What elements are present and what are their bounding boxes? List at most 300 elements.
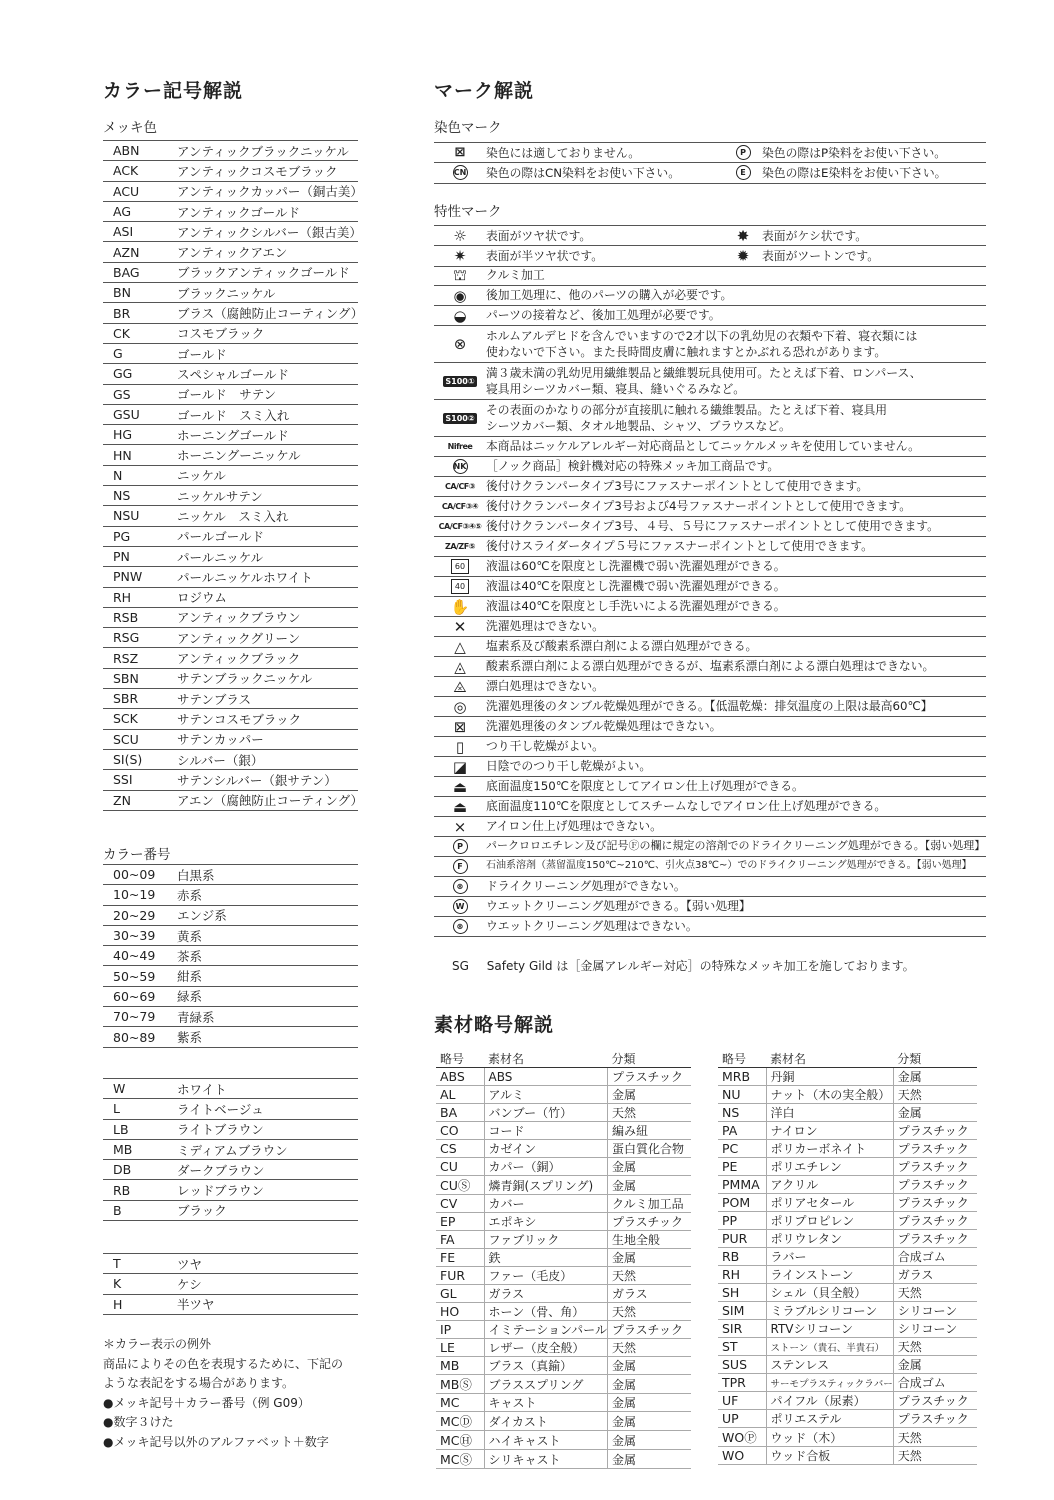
ca-cf34-icon: CA/CF③④	[441, 502, 479, 511]
mark-description: 後付けクランパータイプ3号、４号、５号にファスナーポイントとして使用できます。	[486, 519, 939, 534]
code-description: 青緑系	[177, 1009, 215, 1025]
mark-row	[434, 677, 986, 697]
material-name: ホーン（骨、角）	[484, 1303, 607, 1321]
note-line: ような表記をする場合があります。	[103, 1376, 295, 1390]
material-category: ガラス	[607, 1285, 691, 1303]
code-description: ブラス（腐蝕防止コーティング）	[177, 306, 364, 322]
code-value: AG	[113, 204, 132, 220]
material-name: ポリカーボネイト	[766, 1140, 893, 1158]
code-value: HN	[113, 447, 132, 463]
code-row	[103, 242, 358, 262]
material-code: LE	[436, 1339, 484, 1357]
material-name: カバー	[484, 1195, 607, 1213]
material-code: RH	[718, 1266, 766, 1284]
mark-row	[434, 477, 986, 497]
material-name: ポリウレタン	[766, 1230, 893, 1248]
material-table-left	[436, 1050, 691, 1469]
material-row	[436, 1303, 691, 1321]
material-row	[436, 1357, 691, 1375]
code-row	[103, 689, 358, 709]
material-name: ナイロン	[766, 1122, 893, 1140]
code-value: BAG	[113, 264, 140, 280]
code-value: W	[113, 1081, 126, 1097]
material-row	[436, 1231, 691, 1249]
material-header: 素材名	[484, 1050, 607, 1068]
mark-row	[434, 877, 986, 897]
material-category: 天然	[893, 1338, 977, 1356]
code-description: ニッケル スミ入れ	[177, 508, 289, 524]
mark-description: 酸素系漂白剤による漂白処理ができるが、塩素系漂白剤による漂白処理はできない。	[486, 659, 935, 674]
code-row	[103, 987, 358, 1007]
material-code: FE	[436, 1249, 484, 1267]
mark-row	[434, 817, 986, 837]
iron-110-icon: ⏏	[452, 797, 468, 816]
material-code: SUS	[718, 1356, 766, 1374]
material-category: プラスチック	[607, 1321, 691, 1339]
material-category: プラスチック	[893, 1140, 977, 1158]
material-name: ABS	[484, 1068, 607, 1086]
code-row	[103, 466, 358, 486]
code-description: ツヤ	[177, 1256, 203, 1272]
material-name: ストーン（貴石、半貴石）	[766, 1338, 893, 1356]
code-value: ACU	[113, 183, 140, 199]
material-header: 分類	[607, 1050, 691, 1068]
material-name: シリキャスト	[484, 1450, 607, 1469]
mark-row	[434, 637, 986, 657]
material-row	[436, 1249, 691, 1267]
mark-description: 表面がツヤ状です。	[486, 229, 592, 244]
material-name: ステンレス	[766, 1356, 893, 1374]
code-row	[103, 669, 358, 689]
material-code: RB	[718, 1248, 766, 1266]
material-header: 略号	[718, 1050, 766, 1068]
material-category: 天然	[607, 1303, 691, 1321]
mark-row	[434, 897, 986, 917]
mark-row	[434, 163, 986, 183]
mark-description: 漂白処理はできない。	[486, 679, 604, 694]
material-name: ファブリック	[484, 1231, 607, 1249]
material-name: 燐青銅(スプリング)	[484, 1176, 607, 1195]
code-description: 茶系	[177, 948, 203, 964]
code-value: H	[113, 1296, 123, 1312]
material-header: 分類	[893, 1050, 977, 1068]
material-name: 丹銅	[766, 1068, 893, 1086]
code-description: アンティックアエン	[177, 245, 288, 261]
material-code: ABS	[436, 1068, 484, 1086]
material-code: CU	[436, 1158, 484, 1176]
material-name: コード	[484, 1122, 607, 1140]
mark-row	[434, 577, 986, 597]
material-category: 金属	[607, 1249, 691, 1267]
mark-row	[434, 617, 986, 637]
code-row	[103, 730, 358, 750]
code-value: MB	[113, 1142, 133, 1158]
material-row	[436, 1394, 691, 1412]
plating-list	[103, 140, 364, 811]
code-description: 緑系	[177, 989, 203, 1005]
mark-row	[434, 517, 986, 537]
material-row	[718, 1284, 977, 1302]
code-value: SSI	[113, 772, 133, 788]
material-code: PE	[718, 1158, 766, 1176]
material-name: RTVシリコーン	[766, 1320, 893, 1338]
material-row	[436, 1431, 691, 1450]
property-mark-heading: 特性マーク	[434, 204, 502, 220]
code-value: PN	[113, 549, 130, 565]
code-row	[103, 141, 358, 161]
finish-list	[103, 1253, 358, 1315]
mark-row	[434, 557, 986, 577]
color-number-list	[103, 864, 358, 1048]
code-description: パールニッケルホワイト	[177, 569, 313, 585]
mark-row	[434, 837, 986, 857]
material-category: プラスチック	[893, 1158, 977, 1176]
code-value: SCK	[113, 711, 138, 727]
code-row	[103, 263, 358, 283]
material-code: PP	[718, 1212, 766, 1230]
mark-description: つり干し乾燥がよい。	[486, 739, 604, 754]
material-name: ポリエステル	[766, 1410, 893, 1428]
code-description: ブラックアンティックゴールド	[177, 265, 350, 281]
mark-description: 染色の際はP染料をお使い下さい。	[762, 146, 947, 161]
mark-description: 日陰でのつり干し乾燥がよい。	[486, 759, 652, 774]
material-category: 金属	[607, 1394, 691, 1412]
code-row	[103, 567, 358, 587]
code-row	[103, 608, 358, 628]
code-value: SCU	[113, 731, 139, 747]
mark-description: 染色の際はCN染料をお使い下さい。	[486, 166, 681, 181]
material-category: 天然	[607, 1104, 691, 1122]
line-dry-icon: ▯	[455, 737, 465, 756]
material-category: ガラス	[893, 1266, 977, 1284]
mark-description: 後付けクランパータイプ3号にファスナーポイントとして使用できます。	[486, 479, 869, 494]
material-name: ポリアセタール	[766, 1194, 893, 1212]
code-description: アンティックブラウン	[177, 610, 301, 626]
code-value: 00~09	[113, 867, 156, 883]
code-value: NSU	[113, 508, 140, 524]
mark-description: 液温は40℃を限度とし手洗いによる洗濯処理ができる。	[486, 599, 786, 614]
mark-description: 満３歳未満の乳幼児用繊維製品と繊維製玩具使用可。たとえば下着、ロンパース、 寝具用シーツカバー類、寝具、縫いぐるみなど。	[486, 365, 922, 396]
mark-description: パークロロエチレン及び記号Ⓕの欄に規定の溶剤でのドライクリーニング処理ができる。【弱い処理】	[486, 839, 986, 853]
code-row	[103, 283, 358, 303]
material-name: カゼイン	[484, 1140, 607, 1158]
material-row	[718, 1140, 977, 1158]
material-name: エポキシ	[484, 1213, 607, 1231]
knock-icon: NK	[453, 459, 468, 474]
mark-row	[434, 246, 986, 266]
plating-heading: メッキ色	[103, 120, 157, 136]
tumble-dry-icon: ◎	[453, 697, 467, 716]
material-code: MCⒽ	[436, 1431, 484, 1450]
mark-row	[434, 143, 986, 163]
material-row	[436, 1086, 691, 1104]
note-line: ●メッキ記号＋カラー番号（例 G09）	[103, 1395, 310, 1410]
note-line: ●数字３けた	[103, 1415, 174, 1429]
code-description: アエン（腐蝕防止コーティング）	[177, 793, 364, 809]
material-category: プラスチック	[893, 1410, 977, 1428]
two-tone-star-icon: ✹	[736, 246, 750, 265]
color-code-title: カラー記号解説	[103, 80, 244, 102]
material-row	[718, 1230, 977, 1248]
code-row	[103, 202, 358, 222]
material-code: WO	[718, 1447, 766, 1465]
ca-cf3-icon: CA/CF③	[444, 482, 476, 491]
material-code: FA	[436, 1231, 484, 1249]
code-row	[103, 770, 358, 790]
cn-dye-icon: CN	[453, 165, 468, 180]
surface-mark-list	[434, 225, 986, 267]
code-description: アンティックカッパー（銅古美）	[177, 184, 363, 200]
material-category: プラスチック	[607, 1068, 691, 1086]
code-value: 30~39	[113, 928, 156, 944]
material-row	[436, 1104, 691, 1122]
mark-row	[434, 657, 986, 677]
material-category: 金属	[893, 1104, 977, 1122]
material-category: クルミ加工品	[607, 1195, 691, 1213]
material-name: ファー（毛皮）	[484, 1267, 607, 1285]
mark-description: 液温は60℃を限度とし洗濯機で弱い洗濯処理ができる。	[486, 559, 786, 574]
material-name: ラバー	[766, 1248, 893, 1266]
mark-description: 本商品はニッケルアレルギー対応商品としてニッケルメッキを使用していません。	[486, 439, 920, 454]
mark-row	[434, 537, 986, 557]
mark-description: 表面が半ツヤ状です。	[486, 249, 604, 264]
material-code: CV	[436, 1195, 484, 1213]
code-value: BN	[113, 285, 131, 301]
color-number-heading: カラー番号	[103, 847, 171, 863]
sg-code: SG	[452, 959, 469, 973]
sg-text: Safety Gild は［金属アレルギー対応］の特殊なメッキ加工を施しております。	[486, 959, 915, 973]
code-row	[103, 222, 362, 242]
code-value: 40~49	[113, 948, 156, 964]
material-name: レザー（皮全般）	[484, 1339, 607, 1357]
material-code: NU	[718, 1086, 766, 1104]
code-row	[103, 303, 364, 323]
code-description: サテンコスモブラック	[177, 711, 302, 727]
material-code: WOⓅ	[718, 1428, 766, 1447]
kurumi-icon: ⛫	[453, 265, 467, 284]
material-category: 蛋白質化合物	[607, 1140, 691, 1158]
wash-60-icon: 60	[451, 559, 469, 574]
code-description: シルバー（銀）	[177, 752, 264, 768]
code-description: 紺系	[177, 969, 203, 985]
material-name: カパー（銅）	[484, 1158, 607, 1176]
mark-row	[434, 326, 986, 363]
material-name: サーモプラスティックラバー	[766, 1374, 893, 1392]
material-code: PUR	[718, 1230, 766, 1248]
material-code: NS	[718, 1104, 766, 1122]
semi-gloss-star-icon: ✷	[453, 246, 467, 265]
material-category: 金属	[607, 1086, 691, 1104]
mark-row	[434, 363, 986, 400]
material-code: AL	[436, 1086, 484, 1104]
material-code: IP	[436, 1321, 484, 1339]
matte-star-icon: ✸	[736, 226, 750, 245]
material-code: PC	[718, 1140, 766, 1158]
mark-row	[434, 286, 986, 306]
code-row	[103, 750, 358, 770]
material-code: ST	[718, 1338, 766, 1356]
code-row	[103, 865, 358, 885]
code-value: RSG	[113, 630, 140, 646]
material-category: 天然	[893, 1447, 977, 1465]
mark-description: 液温は40℃を限度とし洗濯機で弱い洗濯処理ができる。	[486, 579, 786, 594]
material-name: ウッド合板	[766, 1447, 893, 1465]
code-row	[103, 1180, 358, 1200]
mark-description: 石油系溶剤（蒸留温度150℃~210℃、引火点38℃~）でのドライクリーニング処理ができる。【弱い処理】	[486, 860, 972, 872]
material-row	[436, 1122, 691, 1140]
material-row	[436, 1158, 691, 1176]
code-row	[103, 445, 358, 465]
mark-row	[434, 597, 986, 617]
material-row	[718, 1392, 977, 1410]
mark-description: 後付けスライダータイプ５号にファスナーポイントとして使用できます。	[486, 539, 873, 554]
material-category: 金属	[607, 1431, 691, 1450]
code-row	[103, 1099, 358, 1119]
code-description: ゴールド サテン	[177, 387, 277, 403]
code-description: 黄系	[177, 928, 203, 944]
material-row	[436, 1176, 691, 1195]
code-description: 赤系	[177, 887, 203, 903]
material-category: 合成ゴム	[893, 1374, 977, 1392]
code-value: RB	[113, 1182, 131, 1198]
s100-2-icon: S100②	[445, 413, 475, 423]
code-row	[103, 1201, 358, 1221]
code-row	[103, 1079, 358, 1099]
code-row	[103, 364, 358, 384]
code-description: 白黒系	[177, 867, 215, 883]
color-exception-note	[103, 1335, 363, 1452]
code-value: AZN	[113, 244, 140, 260]
material-row	[436, 1450, 691, 1469]
code-description: ブラックニッケル	[177, 285, 276, 301]
material-row	[718, 1158, 977, 1176]
code-description: ホーニングーニッケル	[177, 448, 301, 464]
code-description: ホワイト	[177, 1081, 227, 1097]
material-name: アルミ	[484, 1086, 607, 1104]
code-description: アンティックコスモブラック	[177, 163, 338, 179]
material-code: MCⒹ	[436, 1412, 484, 1431]
material-header-row	[436, 1050, 691, 1068]
no-wet-clean-icon: ⊗	[453, 919, 468, 934]
code-value: ZN	[113, 792, 131, 808]
code-value: HG	[113, 427, 133, 443]
material-row	[436, 1213, 691, 1231]
mark-row	[434, 306, 986, 326]
material-code: SH	[718, 1284, 766, 1302]
code-value: K	[113, 1276, 122, 1292]
code-value: LB	[113, 1121, 129, 1137]
mark-description: 洗濯処理後のタンブル乾燥処理はできない。	[486, 719, 722, 734]
material-row	[718, 1212, 977, 1230]
mark-description: 後付けクランパータイプ3号および4号ファスナーポイントとして使用できます。	[486, 499, 912, 514]
code-description: コスモブラック	[177, 326, 265, 342]
code-description: サテンシルバー（銀サテン）	[177, 772, 337, 788]
code-description: ケシ	[177, 1276, 202, 1292]
bleach-icon: △	[454, 637, 466, 656]
code-value: ACK	[113, 163, 139, 179]
material-name: ガラス	[484, 1285, 607, 1303]
no-tumble-dry-icon: ⊠	[453, 717, 467, 736]
s100-1-icon: S100①	[445, 376, 475, 386]
za-zf5-icon: ZA/ZF⑤	[445, 542, 475, 551]
code-row	[103, 324, 358, 344]
code-description: ライトブラウン	[177, 1122, 264, 1138]
code-row	[103, 1254, 358, 1274]
no-iron-icon: ⨯	[453, 817, 467, 836]
code-description: ニッケル	[177, 468, 226, 484]
code-description: ゴールド スミ入れ	[177, 407, 290, 423]
material-code: MRB	[718, 1068, 766, 1086]
code-row	[103, 1120, 358, 1140]
code-row	[103, 1140, 358, 1160]
code-row	[103, 405, 358, 425]
material-category: 天然	[607, 1339, 691, 1357]
material-row	[718, 1194, 977, 1212]
material-code: SIR	[718, 1320, 766, 1338]
code-row	[103, 628, 358, 648]
material-code: HO	[436, 1303, 484, 1321]
formaldehyde-icon: ⊗	[453, 335, 467, 353]
material-category: 金属	[607, 1357, 691, 1375]
material-row	[718, 1176, 977, 1194]
code-description: パールゴールド	[177, 529, 265, 545]
material-category: プラスチック	[893, 1122, 977, 1140]
note-line: ●メッキ記号以外のアルファベット＋数字	[103, 1434, 329, 1449]
mark-description: 底面温度150℃を限度としてアイロン仕上げ処理ができる。	[486, 779, 804, 794]
mark-description: ウエットクリーニング処理ができる。【弱い処理】	[486, 899, 751, 914]
mark-description: 底面温度110℃を限度としてスチームなしでアイロン仕上げ処理ができる。	[486, 799, 887, 814]
mark-row	[434, 226, 986, 246]
safety-gild-note	[452, 957, 915, 974]
material-row	[436, 1140, 691, 1158]
material-row	[436, 1195, 691, 1213]
code-value: RSZ	[113, 650, 139, 666]
code-description: アンティックブラック	[177, 651, 301, 667]
code-description: エンジ系	[177, 908, 227, 924]
code-value: RH	[113, 589, 132, 605]
material-category: 天然	[607, 1267, 691, 1285]
code-value: ABN	[113, 143, 140, 159]
code-value: G	[113, 346, 123, 362]
material-code: UP	[718, 1410, 766, 1428]
code-value: GSU	[113, 407, 140, 422]
code-value: 10~19	[113, 887, 156, 903]
material-row	[718, 1068, 977, 1086]
material-name: シェル（貝全般）	[766, 1284, 893, 1302]
material-row	[718, 1447, 977, 1465]
dry-clean-p-icon: P	[453, 839, 468, 854]
material-category: 天然	[893, 1086, 977, 1104]
material-row	[718, 1374, 977, 1392]
mark-description: ホルムアルデヒドを含んでいますので2才以下の乳幼児の衣類や下着、寝衣類には 使わないで下さい。また長時間皮膚に触れますとかぶれる恐れがあります。	[486, 328, 918, 359]
adhesive-icon: ◒	[453, 306, 467, 325]
code-description: ニッケルサテン	[177, 488, 263, 504]
material-category: プラスチック	[893, 1212, 977, 1230]
mark-description: 染色の際はE染料をお使い下さい。	[762, 166, 947, 181]
material-code: PMMA	[718, 1176, 766, 1194]
color-name-list	[103, 1078, 358, 1221]
material-code: CUⓈ	[436, 1176, 484, 1195]
material-code: UF	[718, 1392, 766, 1410]
material-code: FUR	[436, 1267, 484, 1285]
code-row	[103, 1160, 358, 1180]
ca-cf345-icon: CA/CF③④⑤	[438, 522, 482, 531]
wet-clean-icon: W	[453, 899, 468, 914]
mark-description: アイロン仕上げ処理はできない。	[486, 819, 662, 834]
material-category: プラスチック	[607, 1213, 691, 1231]
material-name: ウッド（木）	[766, 1428, 893, 1447]
code-row	[103, 385, 358, 405]
